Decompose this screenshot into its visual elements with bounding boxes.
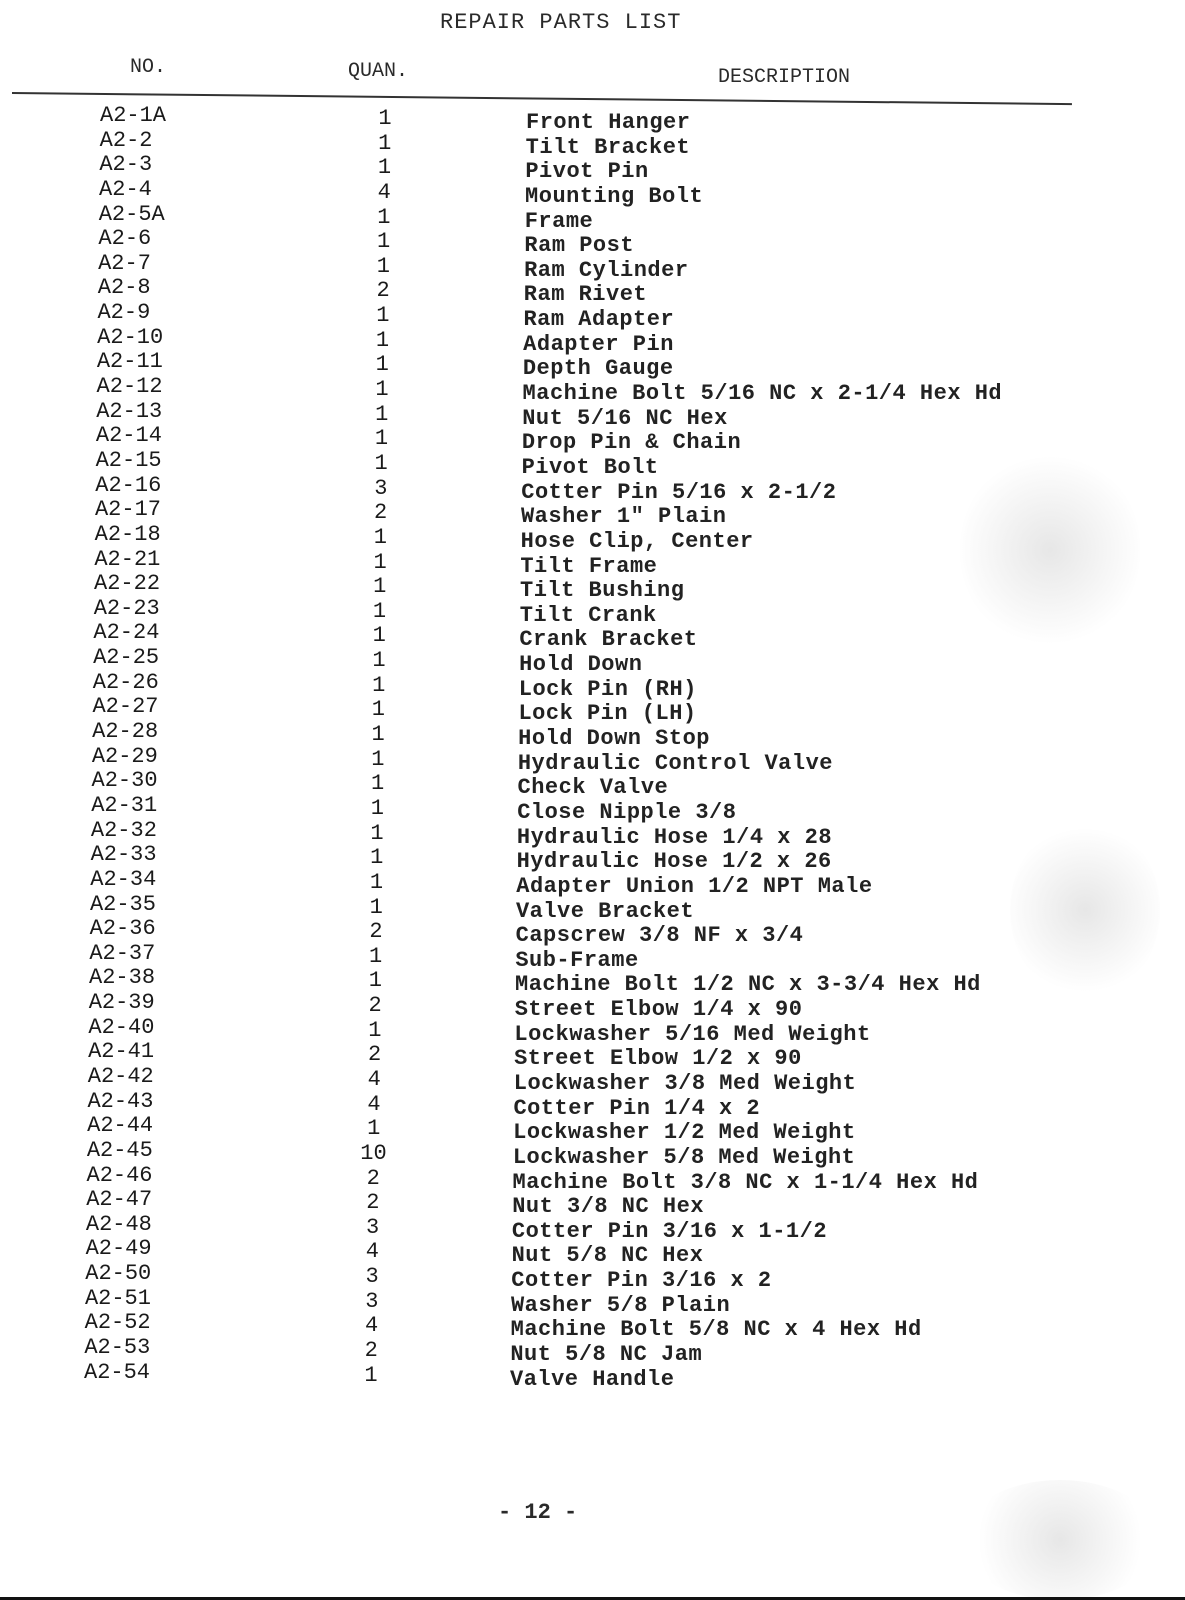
table-row	[0, 349, 1185, 382]
quantity: 1	[376, 303, 390, 329]
part-number: A2-30	[91, 768, 158, 794]
table-row	[0, 1137, 1185, 1170]
part-description: Street Elbow 1/4 x 90	[514, 997, 803, 1023]
table-row	[0, 374, 1185, 407]
quantity: 4	[377, 179, 391, 205]
quantity: 1	[368, 968, 382, 994]
table-row	[0, 1236, 1185, 1269]
quantity: 2	[373, 500, 388, 526]
quantity: 2	[366, 1190, 380, 1216]
part-number: A2-54	[84, 1359, 151, 1385]
part-description: Street Elbow 1/2 x 90	[514, 1046, 802, 1072]
part-description: Capscrew 3/8 NF x 3/4	[515, 923, 804, 949]
quantity: 10	[360, 1140, 387, 1166]
quantity: 2	[368, 993, 382, 1019]
part-number: A2-34	[90, 866, 157, 892]
part-description: Hold Down Stop	[518, 726, 710, 752]
part-number: A2-49	[85, 1236, 152, 1262]
table-row	[0, 965, 1185, 998]
quantity: 1	[371, 746, 385, 772]
part-description: Hydraulic Control Valve	[517, 750, 833, 776]
part-description: Lock Pin (RH)	[518, 676, 697, 702]
part-description: Tilt Bushing	[520, 578, 685, 604]
table-row	[0, 127, 1185, 160]
table-row	[0, 645, 1185, 678]
table-row	[0, 103, 1185, 135]
quantity: 1	[373, 524, 387, 550]
quantity: 1	[369, 943, 383, 969]
part-number: A2-26	[92, 669, 159, 695]
table-row	[0, 176, 1185, 209]
part-description: Hold Down	[519, 652, 643, 678]
part-number: A2-27	[92, 694, 159, 720]
table-row	[0, 719, 1185, 752]
quantity: 1	[378, 130, 392, 156]
part-description: Lock Pin (LH)	[518, 701, 697, 727]
part-number: A2-31	[91, 792, 158, 818]
table-row	[0, 1014, 1185, 1047]
part-description: Front Hanger	[526, 110, 691, 135]
table-row	[0, 669, 1185, 702]
part-description: Machine Bolt 3/8 NC x 1-1/4 Hex Hd	[512, 1169, 979, 1195]
part-description: Washer 5/8 Plain	[510, 1292, 731, 1318]
quantity: 2	[376, 278, 390, 304]
table-row	[0, 743, 1185, 776]
table-row	[0, 423, 1185, 456]
page-title: REPAIR PARTS LIST	[440, 10, 682, 35]
part-description: Washer 1" Plain	[520, 504, 727, 530]
table-row	[0, 940, 1185, 973]
scan-noise	[960, 450, 1140, 650]
part-description: Ram Post	[524, 233, 635, 259]
part-number: A2-22	[94, 571, 161, 597]
part-number: A2-28	[92, 719, 159, 745]
table-row	[0, 324, 1185, 357]
quantity: 1	[377, 229, 391, 255]
table-row	[0, 1088, 1185, 1121]
part-number: A2-53	[84, 1335, 151, 1361]
part-number: A2-46	[86, 1162, 153, 1188]
part-number: A2-38	[89, 965, 156, 991]
part-number: A2-18	[94, 521, 161, 547]
table-row	[0, 1187, 1185, 1220]
table-row	[0, 891, 1185, 924]
quantity: 1	[374, 426, 389, 452]
part-number: A2-42	[87, 1063, 154, 1089]
quantity: 1	[372, 672, 386, 698]
table-row	[0, 398, 1185, 431]
quantity: 4	[367, 1066, 381, 1092]
quantity: 1	[370, 795, 384, 821]
quantity: 3	[365, 1264, 379, 1290]
part-description: Cotter Pin 3/16 x 2	[511, 1268, 772, 1294]
part-description: Depth Gauge	[522, 356, 674, 382]
quantity: 1	[370, 845, 384, 871]
part-number: A2-1A	[100, 103, 167, 128]
part-description: Valve Handle	[510, 1366, 675, 1392]
part-number: A2-23	[93, 595, 160, 621]
part-description: Lockwasher 5/8 Med Weight	[512, 1144, 856, 1170]
part-description: Nut 5/16 NC Hex	[522, 405, 728, 431]
quantity: 3	[366, 1214, 380, 1240]
part-number: A2-15	[95, 447, 162, 473]
part-description: Adapter Union 1/2 NPT Male	[516, 873, 873, 899]
table-row	[0, 201, 1185, 234]
quantity: 4	[367, 1091, 381, 1117]
part-description: Tilt Frame	[520, 553, 658, 579]
table-row	[0, 1162, 1185, 1195]
table-row	[0, 792, 1185, 825]
table-row	[0, 275, 1185, 308]
quantity: 1	[370, 820, 384, 846]
parts-table	[0, 103, 1185, 1392]
part-description: Ram Cylinder	[524, 257, 689, 283]
part-description: Mounting Bolt	[525, 183, 704, 209]
quantity: 2	[366, 1165, 380, 1191]
part-number: A2-43	[87, 1088, 154, 1114]
part-number: A2-40	[88, 1014, 155, 1040]
quantity: 1	[377, 204, 391, 230]
part-description: Ram Adapter	[523, 307, 675, 333]
table-row	[0, 1359, 1185, 1392]
part-description: Lockwasher 5/16 Med Weight	[514, 1021, 871, 1047]
part-number: A2-35	[89, 891, 156, 917]
part-number: A2-51	[84, 1285, 151, 1311]
table-row	[0, 1039, 1185, 1072]
quantity: 1	[367, 1116, 381, 1142]
part-description: Ram Rivet	[523, 282, 648, 308]
table-row	[0, 842, 1185, 875]
quantity: 3	[374, 475, 388, 501]
part-number: A2-33	[90, 842, 157, 868]
part-description: Hydraulic Hose 1/4 x 28	[516, 824, 833, 850]
quantity: 1	[375, 401, 389, 427]
quantity: 1	[377, 155, 392, 181]
quantity: 1	[368, 1017, 382, 1043]
table-row	[0, 694, 1185, 727]
part-number: A2-9	[97, 300, 151, 326]
quantity: 1	[373, 549, 387, 575]
table-row	[0, 916, 1185, 949]
quantity: 1	[370, 771, 385, 797]
part-number: A2-36	[89, 916, 156, 942]
part-description: Drop Pin & Chain	[521, 430, 742, 456]
part-description: Nut 3/8 NC Hex	[512, 1194, 705, 1220]
part-description: Nut 5/8 NC Hex	[511, 1243, 704, 1269]
part-description: Tilt Bracket	[525, 134, 691, 160]
quantity: 1	[373, 574, 387, 600]
part-description: Cotter Pin 3/16 x 1-1/2	[511, 1218, 828, 1244]
part-number: A2-14	[95, 423, 162, 449]
part-description: Adapter Pin	[523, 331, 674, 357]
part-number: A2-13	[96, 398, 163, 424]
quantity: 1	[372, 648, 386, 674]
scan-noise	[960, 1480, 1160, 1600]
part-number: A2-48	[85, 1211, 152, 1237]
quantity: 2	[364, 1338, 378, 1364]
column-header-description: DESCRIPTION	[718, 66, 851, 89]
part-number: A2-47	[86, 1187, 153, 1213]
quantity: 1	[371, 722, 385, 748]
table-row	[0, 1211, 1185, 1244]
part-number: A2-41	[88, 1039, 155, 1065]
table-row	[0, 300, 1185, 333]
part-number: A2-21	[94, 546, 161, 572]
part-description: Tilt Crank	[519, 602, 657, 628]
part-description: Hydraulic Hose 1/2 x 26	[516, 849, 832, 875]
part-description: Nut 5/8 NC Jam	[510, 1342, 703, 1368]
part-description: Cotter Pin 5/16 x 2-1/2	[521, 479, 837, 505]
part-description: Crank Bracket	[519, 627, 698, 653]
quantity: 1	[371, 697, 385, 723]
table-row	[0, 226, 1185, 259]
part-description: Pivot Pin	[525, 159, 649, 185]
part-description: Hose Clip, Center	[520, 528, 754, 554]
table-row	[0, 152, 1185, 185]
quantity: 1	[375, 327, 390, 353]
table-row	[0, 817, 1185, 850]
part-number: A2-8	[97, 275, 151, 301]
part-description: Machine Bolt 5/8 NC x 4 Hex Hd	[510, 1317, 922, 1343]
quantity: 1	[369, 869, 384, 895]
quantity: 1	[376, 253, 390, 279]
part-description: Lockwasher 1/2 Med Weight	[513, 1120, 856, 1146]
quantity: 2	[367, 1042, 382, 1068]
quantity: 4	[364, 1313, 379, 1339]
column-header-no: NO.	[130, 56, 167, 79]
part-description: Close Nipple 3/8	[517, 799, 737, 825]
part-description: Pivot Bolt	[521, 454, 659, 480]
part-description: Cotter Pin 1/4 x 2	[513, 1095, 761, 1121]
part-description: Machine Bolt 5/16 NC x 2-1/4 Hex Hd	[522, 381, 1003, 407]
part-description: Lockwasher 3/8 Med Weight	[513, 1070, 857, 1096]
part-description: Sub-Frame	[515, 947, 639, 973]
part-number: A2-2	[99, 127, 153, 153]
part-number: A2-10	[97, 324, 164, 350]
quantity: 3	[365, 1288, 379, 1314]
part-number: A2-16	[95, 472, 162, 498]
quantity: 4	[365, 1239, 379, 1265]
part-number: A2-12	[96, 374, 163, 400]
table-row	[0, 866, 1185, 899]
part-number: A2-4	[99, 176, 152, 202]
part-description: Frame	[524, 208, 594, 234]
part-description: Valve Bracket	[515, 898, 695, 924]
part-description: Machine Bolt 1/2 NC x 3-3/4 Hex Hd	[515, 972, 981, 998]
quantity: 1	[372, 623, 386, 649]
part-number: A2-32	[90, 817, 157, 843]
quantity: 1	[369, 894, 383, 920]
part-number: A2-25	[93, 645, 160, 671]
table-row	[0, 1285, 1185, 1318]
part-number: A2-29	[91, 743, 158, 769]
table-row	[0, 990, 1185, 1023]
quantity: 2	[369, 919, 383, 945]
part-number: A2-7	[98, 250, 151, 276]
part-number: A2-3	[99, 152, 153, 178]
part-description: Check Valve	[517, 775, 669, 801]
quantity: 1	[375, 377, 389, 403]
table-row	[0, 1063, 1185, 1096]
quantity: 1	[364, 1362, 378, 1388]
part-number: A2-45	[86, 1137, 153, 1163]
part-number: A2-39	[88, 990, 155, 1016]
part-number: A2-5A	[98, 201, 165, 227]
part-number: A2-44	[87, 1113, 154, 1139]
table-row	[0, 1310, 1185, 1343]
quantity: 1	[375, 352, 389, 378]
table-row	[0, 1261, 1185, 1294]
page-number: - 12 -	[498, 1500, 578, 1525]
part-number: A2-11	[96, 349, 163, 375]
part-number: A2-17	[94, 497, 161, 523]
part-number: A2-37	[89, 940, 156, 966]
scan-noise	[1010, 820, 1160, 1000]
quantity: 1	[378, 106, 392, 131]
quantity: 1	[374, 450, 388, 476]
table-row	[0, 1113, 1185, 1146]
quantity: 1	[372, 598, 387, 624]
table-row	[0, 250, 1185, 283]
part-number: A2-6	[98, 226, 152, 252]
part-number: A2-50	[85, 1261, 152, 1287]
part-number: A2-24	[93, 620, 160, 646]
table-row	[0, 1335, 1185, 1368]
table-row	[0, 768, 1185, 801]
column-header-quantity: QUAN.	[348, 60, 409, 83]
part-number: A2-52	[84, 1310, 151, 1336]
